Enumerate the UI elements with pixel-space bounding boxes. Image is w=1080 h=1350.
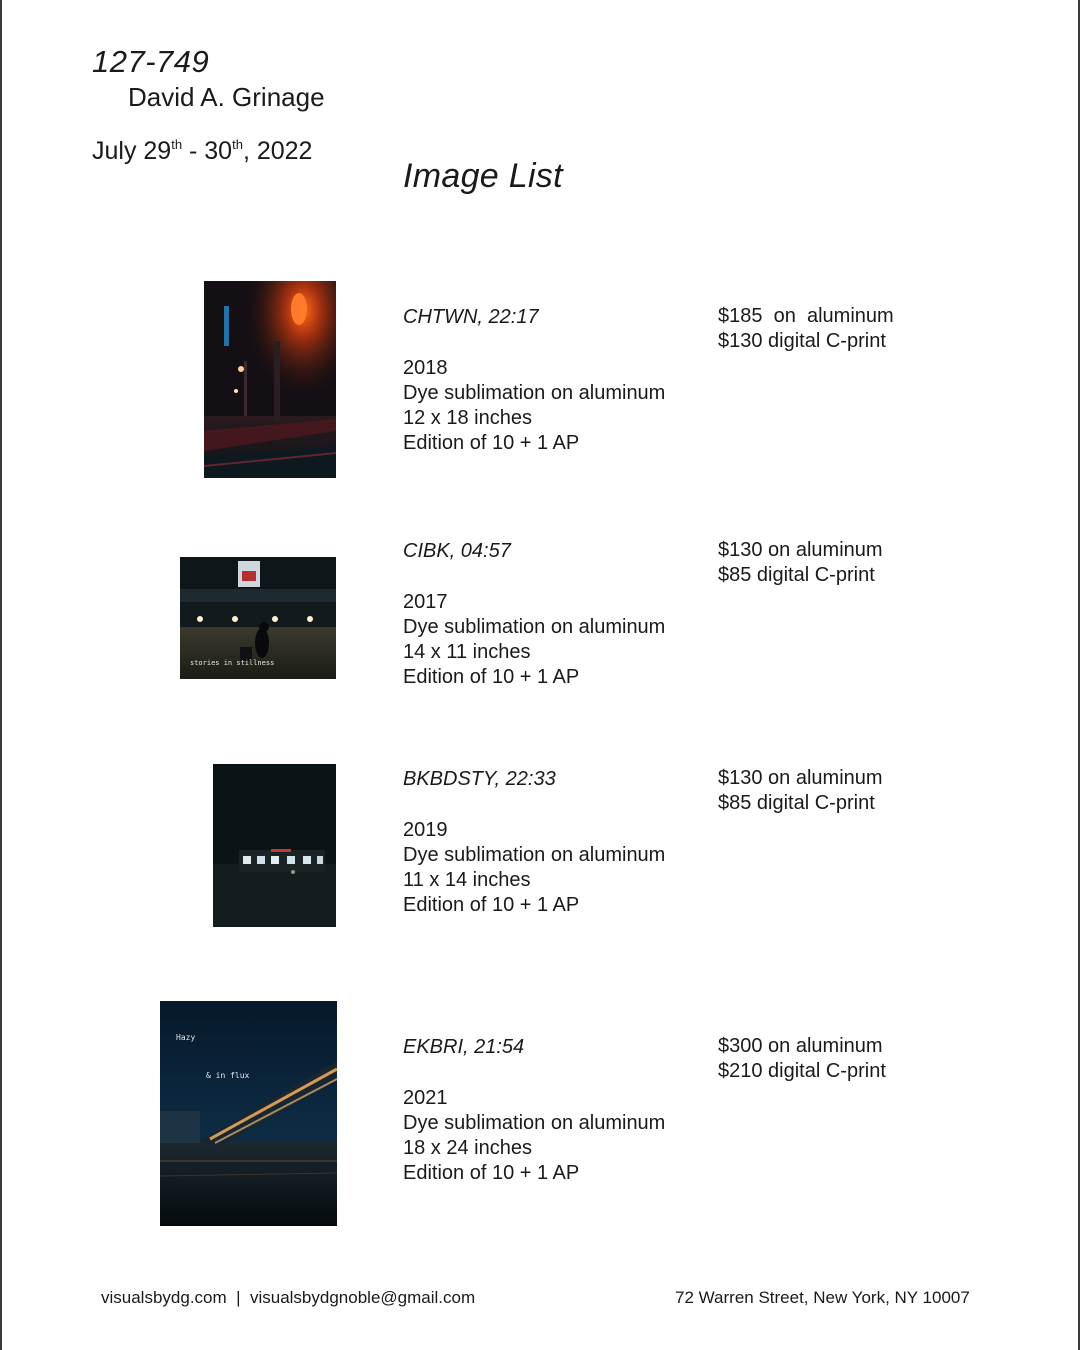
dates-end: - 30: [182, 137, 233, 165]
work-details: [403, 590, 665, 690]
artwork-thumbnail-ekbri: [160, 1001, 337, 1226]
price-print: $85 digital C-print: [718, 792, 875, 814]
artwork-image-chtwn: [204, 281, 336, 478]
artwork-thumbnail-cibk: [180, 557, 336, 679]
work-prices: [718, 1034, 886, 1084]
work-year: 2017: [403, 591, 448, 613]
price-print: $85 digital C-print: [718, 564, 875, 586]
show-number: 127-749: [92, 44, 210, 79]
work-year: 2019: [403, 819, 448, 841]
price-aluminum: $130 on aluminum: [718, 767, 883, 789]
footer-address: 72 Warren Street, New York, NY 10007: [675, 1288, 970, 1307]
photo-caption-2: & in flux: [206, 1071, 250, 1080]
work-size: 14 x 11 inches: [403, 641, 531, 663]
work-medium: Dye sublimation on aluminum: [403, 616, 666, 638]
work-prices: [718, 304, 894, 354]
exhibition-dates: [92, 137, 312, 166]
work-title: BKBDSTY, 22:33: [403, 768, 556, 790]
work-edition: Edition of 10 + 1 AP: [403, 894, 580, 916]
price-print: $130 digital C-print: [718, 330, 886, 352]
work-title: EKBRI, 21:54: [403, 1036, 525, 1058]
photo-caption-1: Hazy: [176, 1033, 196, 1042]
price-aluminum: $185 on aluminum: [718, 305, 894, 327]
artwork-thumbnail-bkbdsty: [213, 764, 336, 927]
work-details: [403, 356, 665, 456]
work-prices: [718, 766, 883, 816]
artist-name: David A. Grinage: [128, 82, 325, 112]
work-title: CHTWN, 22:17: [403, 306, 539, 328]
work-medium: Dye sublimation on aluminum: [403, 382, 666, 404]
work-details: [403, 1086, 665, 1186]
work-medium: Dye sublimation on aluminum: [403, 844, 666, 866]
artwork-thumbnail-chtwn: [204, 281, 336, 478]
footer-contact[interactable]: visualsbydg.com | visualsbydgnoble@gmail.com: [101, 1288, 476, 1307]
dates-sup-2: th: [232, 137, 243, 152]
dates-year: , 2022: [242, 137, 313, 165]
work-size: 18 x 24 inches: [403, 1137, 532, 1159]
page-title: Image List: [403, 157, 563, 195]
work-medium: Dye sublimation on aluminum: [403, 1112, 666, 1134]
work-edition: Edition of 10 + 1 AP: [403, 1162, 580, 1184]
dates-start: July 29: [92, 137, 172, 165]
price-aluminum: $130 on aluminum: [718, 539, 883, 561]
work-details: [403, 818, 665, 918]
work-size: 12 x 18 inches: [403, 407, 532, 429]
dates-sup-1: th: [171, 137, 183, 152]
work-edition: Edition of 10 + 1 AP: [403, 666, 580, 688]
photo-caption: stories in stillness: [190, 659, 275, 667]
price-aluminum: $300 on aluminum: [718, 1035, 883, 1057]
work-size: 11 x 14 inches: [403, 869, 531, 891]
work-title: CIBK, 04:57: [403, 540, 511, 562]
work-edition: Edition of 10 + 1 AP: [403, 432, 580, 454]
artwork-image-bkbdsty: [213, 764, 336, 927]
work-year: 2018: [403, 357, 448, 379]
price-print: $210 digital C-print: [718, 1060, 886, 1082]
work-prices: [718, 538, 883, 588]
work-year: 2021: [403, 1087, 448, 1109]
